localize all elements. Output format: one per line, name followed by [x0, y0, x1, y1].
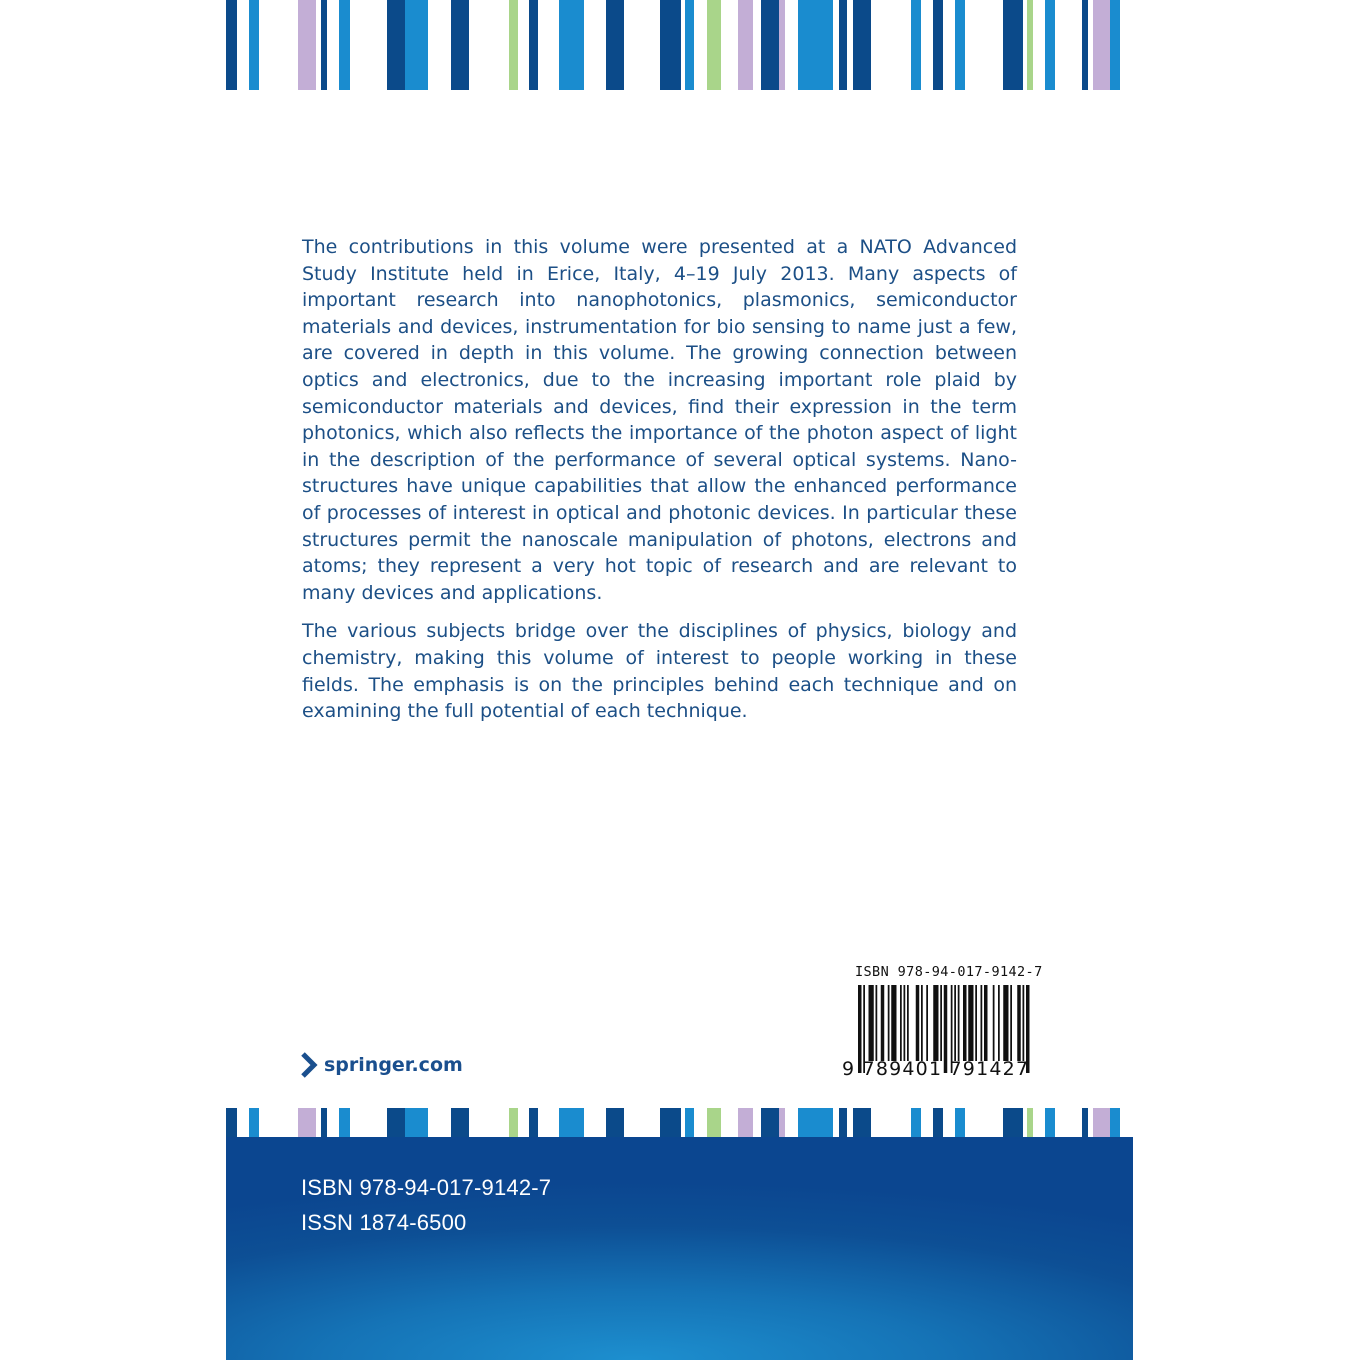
chevron-right-icon: [300, 1052, 318, 1078]
stripe: [339, 1108, 350, 1137]
stripe: [738, 0, 753, 90]
stripe: [853, 0, 871, 90]
stripe: [933, 1108, 943, 1137]
stripe: [685, 1108, 694, 1137]
stripe: [1045, 0, 1055, 90]
barcode-bar: [900, 985, 902, 1061]
barcode-bar: [881, 985, 885, 1061]
stripe: [707, 1108, 721, 1137]
stripe: [405, 1108, 428, 1137]
stripe: [529, 0, 538, 90]
stripe: [779, 0, 785, 90]
isbn-barcode: [842, 964, 1043, 1082]
stripe: [1003, 1108, 1023, 1137]
barcode-bar: [958, 985, 960, 1061]
stripe: [1110, 1108, 1120, 1137]
stripe: [339, 0, 350, 90]
stripe: [955, 0, 965, 90]
stripe: [839, 0, 847, 90]
back-cover-blurb: [302, 234, 1017, 737]
stripe: [387, 0, 405, 90]
barcode-bar: [993, 985, 995, 1061]
stripe: [529, 1108, 538, 1137]
stripe: [853, 1108, 871, 1137]
barcode-bar: [926, 985, 928, 1061]
stripe: [226, 0, 237, 90]
barcode-bar: [981, 985, 983, 1061]
stripe: [451, 1108, 469, 1137]
barcode-bar: [1017, 985, 1021, 1061]
footer-panel: [226, 1137, 1133, 1360]
barcode-bar: [904, 985, 906, 1061]
stripe: [1027, 1108, 1033, 1137]
stripe: [955, 1108, 965, 1137]
stripe: [798, 0, 833, 90]
barcode-bar: [968, 985, 973, 1061]
stripe: [660, 1108, 681, 1137]
bottom-stripe-band: [0, 1108, 1360, 1137]
stripe: [761, 0, 779, 90]
stripe: [606, 1108, 624, 1137]
barcode-bar: [1003, 985, 1008, 1061]
barcode-isbn-text: ISBN 978-94-017-9142-7: [855, 964, 1043, 980]
barcode-bar: [891, 985, 896, 1061]
barcode-bar: [907, 985, 909, 1061]
barcode-bar: [984, 985, 988, 1061]
footer-issn: ISSN 1874-6500: [301, 1210, 467, 1235]
top-stripe-band: [0, 0, 1360, 90]
stripe: [321, 0, 327, 90]
barcode-bar: [975, 985, 977, 1061]
footer-isbn: ISBN 978-94-017-9142-7: [301, 1175, 552, 1200]
stripe: [911, 1108, 921, 1137]
stripe: [911, 0, 921, 90]
stripe: [1027, 0, 1033, 90]
barcode-digits: 9 789401 791427: [842, 1058, 1030, 1080]
stripe: [707, 0, 721, 90]
barcode-bar: [963, 985, 967, 1061]
barcode-bar: [954, 985, 956, 1061]
barcode-bar: [921, 985, 923, 1061]
stripe: [405, 0, 428, 90]
blurb-paragraph-1: The contributions in this volume were presented at a NATO Advanced Study Institute held in Erice, Italy, 4–19 July 2013. Many aspects of important research into nanophotonics, plasmonics, semiconductor materials and devices, instrumentation for bio sensing to name just a few, are covered in depth in this volume. The growing connection between optics and electronics, due to the increasing important role plaid by semiconductor materials and devices, find their expression in the term photonics, which also reflects the importance of the photon aspect of light in the description of the performance of several optical systems. Nano-structures have unique capabilities that allow the enhanced performance of processes of interest in optical and photonic devices. In particular these structures permit the nanoscale manipulation of photons, electrons and atoms; they represent a very hot topic of research and are relevant to many devices and applications.: [302, 236, 1017, 604]
stripe: [1082, 1108, 1088, 1137]
stripe: [738, 1108, 753, 1137]
barcode-bar: [940, 985, 942, 1061]
stripe: [509, 1108, 518, 1137]
stripe: [298, 0, 316, 90]
stripe: [1093, 1108, 1110, 1137]
stripe: [798, 1108, 833, 1137]
blurb-paragraph-2: The various subjects bridge over the disciplines of physics, biology and chemistry, making this volume of interest to people working in these fields. The emphasis is on the principles behind each technique and on examining the full potential of each technique.: [302, 620, 1017, 723]
barcode-bar: [888, 985, 890, 1061]
stripe: [1110, 0, 1120, 90]
stripe: [321, 1108, 327, 1137]
barcode-bar: [869, 985, 874, 1061]
stripe: [606, 0, 624, 90]
barcode-bar: [916, 985, 920, 1061]
stripe: [298, 1108, 316, 1137]
stripe: [660, 0, 681, 90]
stripe: [839, 1108, 847, 1137]
stripe: [1003, 0, 1023, 90]
stripe: [559, 0, 584, 90]
barcode-bar: [933, 985, 938, 1061]
barcode-bar: [1023, 985, 1025, 1061]
stripe: [779, 1108, 785, 1137]
barcode-bar: [998, 985, 1000, 1061]
barcode-bar: [876, 985, 878, 1061]
stripe: [1093, 0, 1110, 90]
barcode-bar: [1010, 985, 1012, 1061]
stripe: [761, 1108, 779, 1137]
stripe: [387, 1108, 405, 1137]
stripe: [249, 0, 259, 90]
stripe: [559, 1108, 584, 1137]
stripe: [226, 1108, 237, 1137]
stripe: [451, 0, 469, 90]
stripe: [1082, 0, 1088, 90]
stripe: [685, 0, 694, 90]
stripe: [509, 0, 518, 90]
stripe: [249, 1108, 259, 1137]
springer-link-text: springer.com: [324, 1054, 463, 1076]
springer-link[interactable]: [300, 1050, 463, 1080]
stripe: [933, 0, 943, 90]
stripe: [1045, 1108, 1055, 1137]
